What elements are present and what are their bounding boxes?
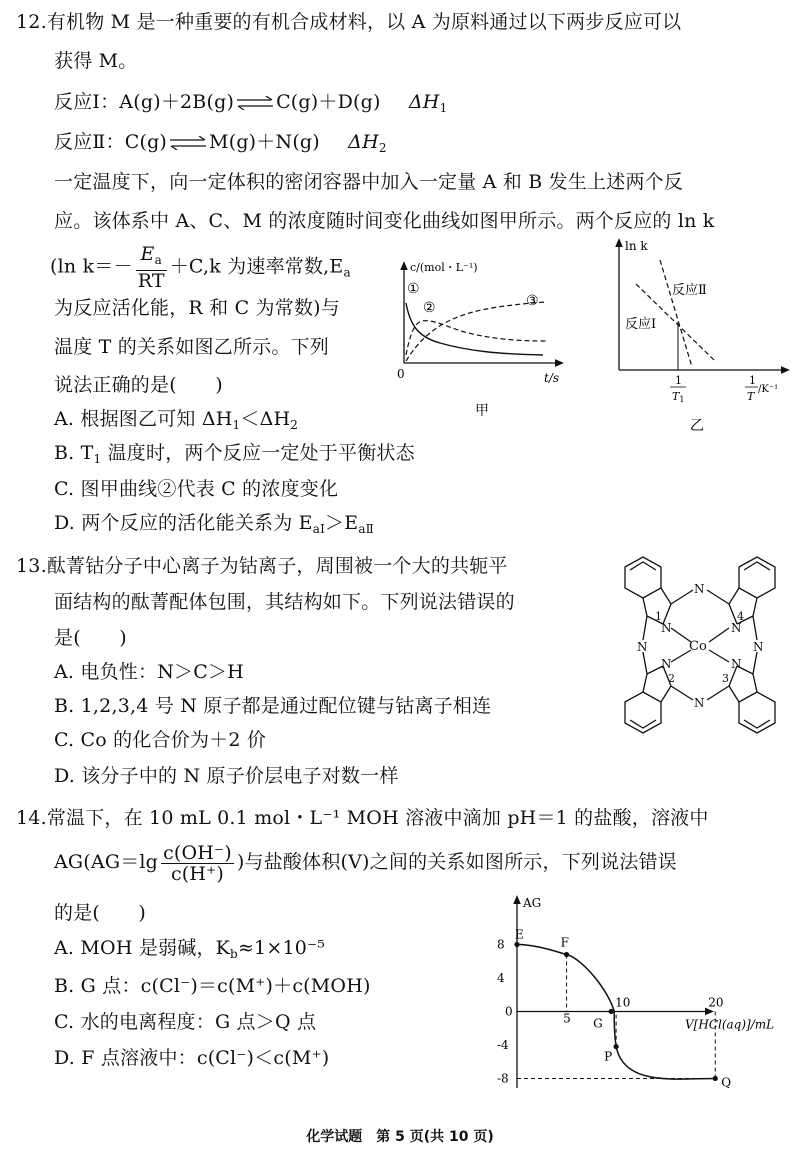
reaction2-rhs: M(g)＋N(g) [209,131,320,153]
label-n4: 4 [737,610,744,623]
q12-option-d-pre: D. 两个反应的活化能关系为 E [54,512,313,534]
reaction1-rhs: C(g)＋D(g) [276,91,381,113]
ea-symbol: E [140,243,155,265]
figure-yi [608,232,800,438]
ag-point-g [609,1009,614,1014]
ag-ytick-label: -8 [497,1071,509,1086]
phthalocyanine-cobalt-structure [605,552,795,738]
q12-option-d-mid: ＞E [325,512,359,534]
ag-point-label: Q [721,1075,732,1090]
ag-point-f [564,952,569,957]
q12-lnk-formula [50,243,351,292]
ag-point-label: G [593,1016,603,1031]
pyrrole-n-4: N [731,621,742,635]
q12-option-a-sub1: 1 [232,418,241,432]
ag-point-label: E [515,927,524,942]
yi-x-num: 1 [749,374,756,387]
ag-rest: )与盐酸体积(V)之间的关系如图所示，下列说法错误 [236,851,677,873]
lnk-rest-sub: a [343,265,351,280]
q14-option-a-rest: ≈1×10⁻⁵ [237,937,326,959]
q12-option-b-pre: B. T [54,442,94,464]
yi-caption: 乙 [690,418,704,434]
q12-option-d [54,511,374,541]
reaction1-dh: ΔH [408,91,440,113]
ag-numerator: c(OH⁻) [163,841,232,864]
q12-stem-line10: 说法正确的是( ) [54,374,223,396]
q12-option-d-sub2: aⅡ [358,522,375,536]
yi-x-unit: /K⁻¹ [758,384,779,395]
q13-stem-line2: 面结构的酞菁配体包围，其结构如下。下列说法错误的 [54,591,515,613]
jia-caption: 甲 [475,403,489,419]
q14-option-a [54,936,325,966]
reaction2-dh: ΔH [348,131,379,153]
label-n1: 1 [655,610,662,623]
q12-option-c: C. 图甲曲线②代表 C 的浓度变化 [54,478,339,500]
figure-jia [388,255,588,425]
q12-stem-line2: 获得 M。 [54,50,138,72]
page-footer: 化学试题 第 5 页(共 10 页) [306,1129,494,1145]
q14-stem-line3: 的是( ) [54,902,147,924]
ea-over-rt-fraction [136,244,167,291]
meso-n-left: N [637,640,648,654]
q14-ag-definition [54,840,677,884]
ag-xtick-label: 20 [708,995,724,1010]
rt-symbol: RT [137,270,165,292]
jia-curve3-label: ③ [526,293,539,309]
q12-option-a-sub2: 2 [290,418,299,432]
yi-line-reaction1 [660,260,692,367]
yi-y-label: ln k [625,239,648,253]
ag-denominator: c(H⁺) [170,862,225,885]
ag-ytick-label: -4 [497,1037,509,1052]
label-n3: 3 [722,672,729,685]
ag-xtick-label: 10 [615,995,631,1010]
q12-reaction2 [54,130,387,160]
meso-n-right: N [753,640,764,654]
q12-option-a [54,407,298,437]
reaction2-lhs: 反应Ⅱ：C(g) [54,131,168,153]
q14-stem-line1: 14.常温下，在 10 mL 0.1 mol・L⁻¹ MOH 溶液中滴加 pH＝1 的盐酸，溶液中 [16,807,709,829]
ag-xtick-label: 5 [563,1011,571,1026]
yi-line1-label: 反应Ⅰ [625,317,657,332]
q14-option-d: D. F 点溶液中：c(Cl⁻)＜c(M⁺) [54,1047,330,1069]
q13-stem-line1: 13.酞菁钴分子中心离子为钴离子，周围被一个大的共轭平 [16,555,508,577]
jia-y-label: c/(mol・L⁻¹) [410,261,478,274]
ag-x-label: V[HCl(aq)]/mL [685,1017,775,1032]
q13-option-c: C. Co 的化合价为＋2 价 [54,729,267,751]
label-n2: 2 [668,672,675,685]
reaction2-dh-sub: 2 [378,141,387,155]
reaction1-dh-sub: 1 [439,101,448,115]
q12-stem-line6: 应。该体系中 A、C、M 的浓度随时间变化曲线如图甲所示。两个反应的 ln k [54,210,715,232]
jia-curve1-label: ① [407,281,420,297]
ag-open: AG(AG＝lg [54,851,159,873]
yi-t1-num: 1 [675,374,682,387]
q12-stem-line1: 12.有机物 M 是一种重要的有机合成材料，以 A 为原料通过以下两步反应可以 [16,11,682,33]
pyrrole-n-2: N [661,657,672,671]
ag-point-p [614,1044,619,1049]
q13-option-b: B. 1,2,3,4 号 N 原子都是通过配位键与钴离子相连 [54,695,492,717]
ag-y-label: AG [523,896,542,910]
equilibrium-arrow-icon [235,96,275,110]
q13-stem-line3: 是( ) [54,627,127,649]
ag-ytick-label: 8 [497,937,505,952]
q14-option-c: C. 水的电离程度：G 点＞Q 点 [54,1011,317,1033]
yi-t1-den: T1 [672,390,685,404]
ag-ytick-label: 4 [497,970,505,985]
jia-x-label: t/s [544,371,560,385]
q12-option-a-mid: ＜ΔH [240,408,291,430]
ag-fraction [161,843,234,884]
q12-reaction1 [54,90,447,120]
q12-option-b-rest: 温度时，两个反应一定处于平衡状态 [101,442,415,464]
pyrrole-n-1: N [661,621,672,635]
reaction1-lhs: 反应Ⅰ：A(g)＋2B(g) [54,91,235,113]
q14-option-a-sub: b [230,947,238,961]
q14-option-b: B. G 点：c(Cl⁻)＝c(M⁺)＋c(MOH) [54,975,371,997]
lnk-open: (ln k＝－ [50,255,133,278]
jia-curve2-label: ② [423,300,436,316]
q13-option-a: A. 电负性：N＞C＞H [54,661,244,683]
ag-titration-chart [495,893,795,1093]
jia-origin: 0 [397,367,405,381]
cobalt-center: Co [689,639,707,654]
q12-option-b-sub: 1 [93,452,102,466]
lnk-rest: ＋C,k 为速率常数,E [169,255,344,278]
ea-sub: a [154,253,162,267]
q12-stem-line5: 一定温度下，向一定体积的密闭容器中加入一定量 A 和 B 发生上述两个反 [54,171,684,193]
q12-option-a-text: A. 根据图乙可知 ΔH [54,408,233,430]
ag-point-label: F [560,935,569,950]
q12-option-d-sub1: aⅠ [312,522,326,536]
meso-n-top: N [694,582,705,596]
ag-point-q [713,1076,718,1081]
ag-point-label: P [604,1049,613,1064]
q12-stem-line8: 为反应活化能，R 和 C 为常数)与 [54,297,340,319]
q14-option-a-pre: A. MOH 是弱碱，K [54,937,231,959]
pyrrole-n-3: N [731,657,742,671]
meso-n-bottom: N [694,696,705,710]
q12-option-b [54,441,415,471]
yi-x-den: T [747,390,755,403]
q13-option-d: D. 该分子中的 N 原子价层电子对数一样 [54,765,399,787]
q12-stem-line9: 温度 T 的关系如图乙所示。下列 [54,336,329,358]
ag-origin-zero: 0 [505,1004,513,1019]
equilibrium-arrow-icon [168,136,208,150]
ag-point-e [514,942,519,947]
yi-line2-label: 反应Ⅱ [672,283,707,298]
